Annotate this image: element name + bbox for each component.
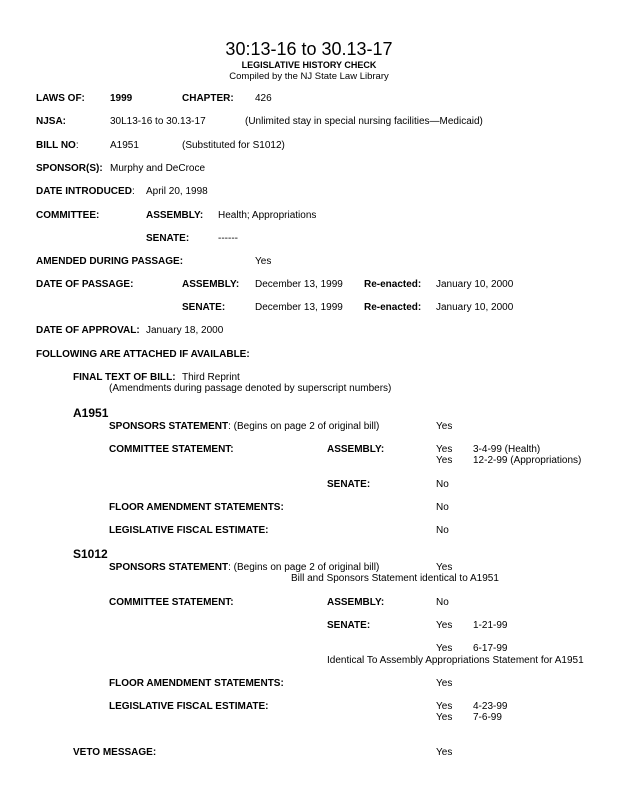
passage-senate-date: December 13, 1999 [255, 302, 343, 313]
s1012-senate-date-1: 1-21-99 [473, 620, 508, 631]
date-introduced-value: April 20, 1998 [146, 186, 208, 197]
a1951-floor-value: No [436, 502, 449, 513]
passage-senate-reenacted-label: Re-enacted: [364, 302, 422, 313]
a1951-fiscal-value: No [436, 525, 449, 536]
final-text-label: FINAL TEXT OF BILL: [73, 372, 176, 383]
s1012-fiscal-yes-1: Yes [436, 701, 453, 712]
a1951-assembly-note-1: 3-4-99 (Health) [473, 444, 541, 455]
passage-label: DATE OF PASSAGE: [36, 279, 134, 290]
laws-of-year: 1999 [110, 93, 133, 104]
s1012-committee-senate-label: SENATE: [327, 620, 371, 631]
a1951-floor-label: FLOOR AMENDMENT STATEMENTS: [109, 502, 284, 513]
s1012-fiscal-yes-2: Yes [436, 712, 453, 723]
a1951-sponsors-note: : (Begins on page 2 of original bill) [228, 421, 380, 432]
njsa-description: (Unlimited stay in special nursing facilities—Medicaid) [245, 116, 483, 127]
a1951-committee-senate-value: No [436, 479, 449, 490]
chapter-value: 426 [255, 93, 272, 104]
njsa-value: 30L13-16 to 30.13-17 [110, 116, 206, 127]
s1012-senate-identical: Identical To Assembly Appropriations Statement for A1951 [327, 655, 584, 666]
amended-label: AMENDED DURING PASSAGE: [36, 256, 184, 267]
s1012-floor-value: Yes [436, 678, 453, 689]
s1012-sponsors-note: : (Begins on page 2 of original bill) [228, 562, 380, 573]
page-title: 30:13-16 to 30.13-17 [225, 39, 393, 59]
final-text-value: Third Reprint [182, 372, 240, 383]
s1012-sponsors-label: SPONSORS STATEMENT [109, 562, 229, 573]
final-text-note: (Amendments during passage denoted by superscript numbers) [109, 383, 392, 394]
page-subtitle: LEGISLATIVE HISTORY CHECK [241, 60, 377, 70]
s1012-fiscal-date-2: 7-6-99 [473, 712, 502, 723]
committee-senate-value: ------ [218, 233, 238, 244]
a1951-committee-assembly-label: ASSEMBLY: [327, 444, 385, 455]
bill-no-label: BILL NO: [36, 140, 79, 151]
passage-assembly-reenacted-date: January 10, 2000 [436, 279, 514, 290]
s1012-fiscal-date-1: 4-23-99 [473, 701, 508, 712]
a1951-committee-label: COMMITTEE STATEMENT: [109, 444, 234, 455]
s1012-senate-yes-2: Yes [436, 643, 453, 654]
approval-value: January 18, 2000 [146, 325, 224, 336]
a1951-committee-senate-label: SENATE: [327, 479, 371, 490]
a1951-heading: A1951 [73, 406, 109, 420]
bill-no-value: A1951 [110, 140, 139, 151]
s1012-fiscal-label: LEGISLATIVE FISCAL ESTIMATE: [109, 701, 269, 712]
s1012-committee-assembly-label: ASSEMBLY: [327, 597, 385, 608]
s1012-sponsors-value: Yes [436, 562, 453, 573]
s1012-senate-date-2: 6-17-99 [473, 643, 508, 654]
s1012-senate-yes-1: Yes [436, 620, 453, 631]
following-heading: FOLLOWING ARE ATTACHED IF AVAILABLE: [36, 349, 250, 360]
njsa-label: NJSA: [36, 116, 67, 127]
bill-no-note: (Substituted for S1012) [182, 140, 285, 151]
s1012-committee-assembly-value: No [436, 597, 449, 608]
committee-assembly-value: Health; Appropriations [218, 210, 317, 221]
passage-assembly-reenacted-label: Re-enacted: [364, 279, 422, 290]
committee-assembly-label: ASSEMBLY: [146, 210, 204, 221]
passage-senate-reenacted-date: January 10, 2000 [436, 302, 514, 313]
passage-assembly-date: December 13, 1999 [255, 279, 343, 290]
passage-senate-label: SENATE: [182, 302, 226, 313]
a1951-assembly-yes-2: Yes [436, 455, 453, 466]
sponsors-label: SPONSOR(S): [36, 163, 103, 174]
a1951-assembly-note-2: 12-2-99 (Appropriations) [473, 455, 582, 466]
a1951-fiscal-label: LEGISLATIVE FISCAL ESTIMATE: [109, 525, 269, 536]
committee-senate-label: SENATE: [146, 233, 190, 244]
a1951-sponsors-value: Yes [436, 421, 453, 432]
laws-of-label: LAWS OF: [36, 93, 85, 104]
chapter-label: CHAPTER: [182, 93, 234, 104]
a1951-sponsors-label: SPONSORS STATEMENT [109, 421, 229, 432]
s1012-floor-label: FLOOR AMENDMENT STATEMENTS: [109, 678, 284, 689]
veto-value: Yes [436, 747, 453, 758]
compiled-by: Compiled by the NJ State Law Library [229, 71, 389, 82]
approval-label: DATE OF APPROVAL: [36, 325, 140, 336]
committee-label: COMMITTEE: [36, 210, 100, 221]
s1012-heading: S1012 [73, 547, 108, 561]
amended-value: Yes [255, 256, 272, 267]
veto-label: VETO MESSAGE: [73, 747, 157, 758]
date-introduced-label: DATE INTRODUCED: [36, 186, 135, 197]
a1951-sponsors-statement [109, 421, 379, 433]
passage-assembly-label: ASSEMBLY: [182, 279, 240, 290]
s1012-sponsors-identical: Bill and Sponsors Statement identical to A1951 [291, 573, 499, 584]
sponsors-value: Murphy and DeCroce [110, 163, 206, 174]
s1012-committee-label: COMMITTEE STATEMENT: [109, 597, 234, 608]
a1951-assembly-yes-1: Yes [436, 444, 453, 455]
